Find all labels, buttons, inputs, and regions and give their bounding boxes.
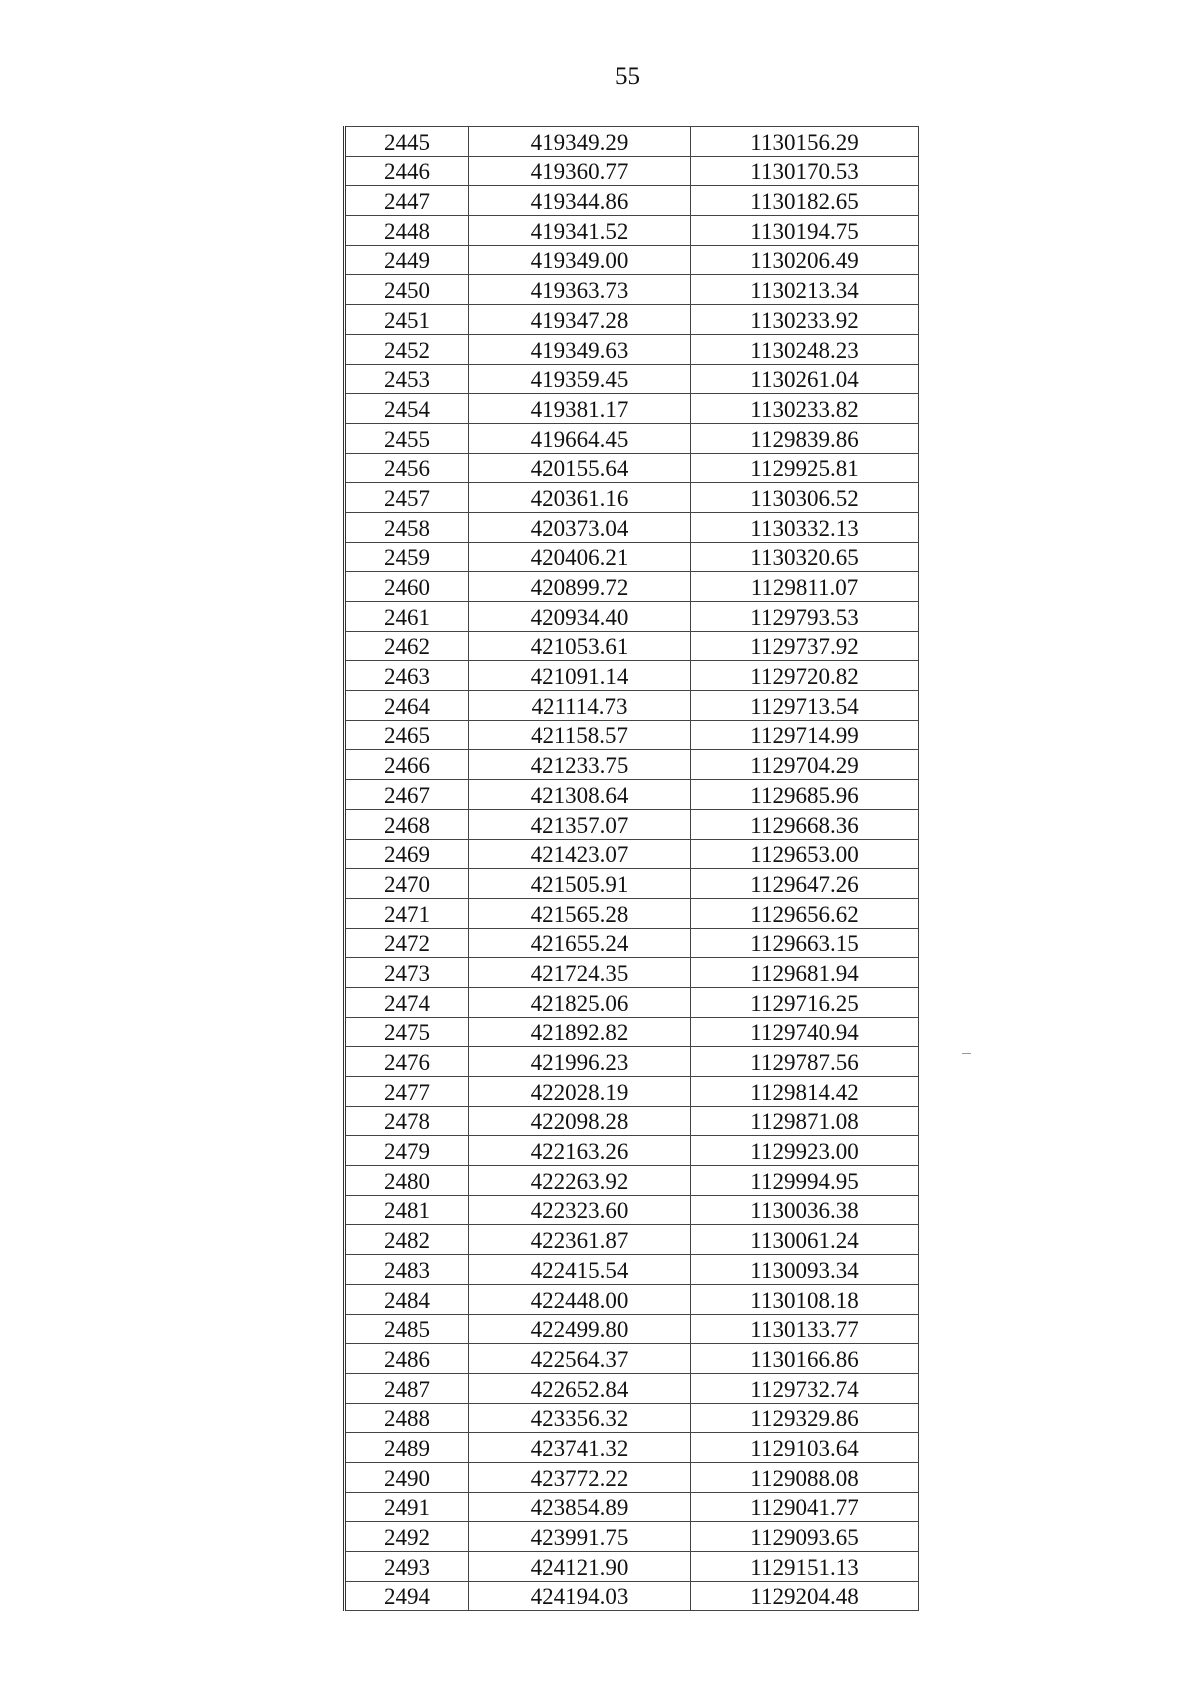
point-number-cell: 2476 <box>345 1047 469 1077</box>
y-coordinate-cell: 1129204.48 <box>691 1581 919 1611</box>
table-row <box>345 423 919 453</box>
point-number-cell: 2474 <box>345 987 469 1017</box>
x-coordinate-cell: 421114.73 <box>469 691 691 721</box>
table-row <box>345 1462 919 1492</box>
table-row <box>345 780 919 810</box>
point-number-cell: 2462 <box>345 631 469 661</box>
y-coordinate-cell: 1130093.34 <box>691 1255 919 1285</box>
table-row <box>345 1166 919 1196</box>
table-row <box>345 661 919 691</box>
point-number-cell: 2493 <box>345 1552 469 1582</box>
y-coordinate-cell: 1130213.34 <box>691 275 919 305</box>
table-row <box>345 305 919 335</box>
x-coordinate-cell: 420155.64 <box>469 453 691 483</box>
point-number-cell: 2446 <box>345 156 469 186</box>
point-number-cell: 2471 <box>345 898 469 928</box>
x-coordinate-cell: 422652.84 <box>469 1373 691 1403</box>
table-row <box>345 720 919 750</box>
table-row <box>345 631 919 661</box>
y-coordinate-cell: 1130061.24 <box>691 1225 919 1255</box>
x-coordinate-cell: 422448.00 <box>469 1284 691 1314</box>
table-row <box>345 156 919 186</box>
x-coordinate-cell: 420899.72 <box>469 572 691 602</box>
table-row <box>345 1225 919 1255</box>
x-coordinate-cell: 420373.04 <box>469 512 691 542</box>
x-coordinate-cell: 421233.75 <box>469 750 691 780</box>
point-number-cell: 2464 <box>345 691 469 721</box>
y-coordinate-cell: 1129329.86 <box>691 1403 919 1433</box>
x-coordinate-cell: 419349.63 <box>469 334 691 364</box>
y-coordinate-cell: 1130182.65 <box>691 186 919 216</box>
table-row <box>345 512 919 542</box>
point-number-cell: 2463 <box>345 661 469 691</box>
point-number-cell: 2453 <box>345 364 469 394</box>
y-coordinate-cell: 1130248.23 <box>691 334 919 364</box>
y-coordinate-cell: 1130306.52 <box>691 483 919 513</box>
point-number-cell: 2455 <box>345 423 469 453</box>
table-row <box>345 394 919 424</box>
table-row <box>345 1433 919 1463</box>
x-coordinate-cell: 422564.37 <box>469 1344 691 1374</box>
point-number-cell: 2449 <box>345 245 469 275</box>
y-coordinate-cell: 1129041.77 <box>691 1492 919 1522</box>
table-row <box>345 1373 919 1403</box>
x-coordinate-cell: 421892.82 <box>469 1017 691 1047</box>
table-row <box>345 542 919 572</box>
x-coordinate-cell: 419360.77 <box>469 156 691 186</box>
point-number-cell: 2452 <box>345 334 469 364</box>
point-number-cell: 2468 <box>345 809 469 839</box>
y-coordinate-cell: 1129647.26 <box>691 869 919 899</box>
y-coordinate-cell: 1129740.94 <box>691 1017 919 1047</box>
point-number-cell: 2466 <box>345 750 469 780</box>
x-coordinate-cell: 422263.92 <box>469 1166 691 1196</box>
y-coordinate-cell: 1129668.36 <box>691 809 919 839</box>
point-number-cell: 2475 <box>345 1017 469 1047</box>
y-coordinate-cell: 1129814.42 <box>691 1077 919 1107</box>
x-coordinate-cell: 421357.07 <box>469 809 691 839</box>
point-number-cell: 2480 <box>345 1166 469 1196</box>
scan-mark <box>962 1053 971 1054</box>
table-row <box>345 1195 919 1225</box>
y-coordinate-cell: 1129839.86 <box>691 423 919 453</box>
x-coordinate-cell: 421655.24 <box>469 928 691 958</box>
x-coordinate-cell: 422415.54 <box>469 1255 691 1285</box>
y-coordinate-cell: 1130170.53 <box>691 156 919 186</box>
point-number-cell: 2447 <box>345 186 469 216</box>
y-coordinate-cell: 1129787.56 <box>691 1047 919 1077</box>
table-row <box>345 987 919 1017</box>
y-coordinate-cell: 1129714.99 <box>691 720 919 750</box>
y-coordinate-cell: 1130233.82 <box>691 394 919 424</box>
point-number-cell: 2459 <box>345 542 469 572</box>
y-coordinate-cell: 1130036.38 <box>691 1195 919 1225</box>
y-coordinate-cell: 1129994.95 <box>691 1166 919 1196</box>
y-coordinate-cell: 1129811.07 <box>691 572 919 602</box>
x-coordinate-cell: 420934.40 <box>469 602 691 632</box>
point-number-cell: 2450 <box>345 275 469 305</box>
x-coordinate-cell: 421565.28 <box>469 898 691 928</box>
point-number-cell: 2494 <box>345 1581 469 1611</box>
y-coordinate-cell: 1129093.65 <box>691 1522 919 1552</box>
y-coordinate-cell: 1130320.65 <box>691 542 919 572</box>
point-number-cell: 2487 <box>345 1373 469 1403</box>
x-coordinate-cell: 419664.45 <box>469 423 691 453</box>
point-number-cell: 2465 <box>345 720 469 750</box>
point-number-cell: 2448 <box>345 216 469 246</box>
table-row <box>345 572 919 602</box>
x-coordinate-cell: 424194.03 <box>469 1581 691 1611</box>
y-coordinate-cell: 1129685.96 <box>691 780 919 810</box>
y-coordinate-cell: 1130133.77 <box>691 1314 919 1344</box>
point-number-cell: 2445 <box>345 127 469 157</box>
point-number-cell: 2451 <box>345 305 469 335</box>
x-coordinate-cell: 421091.14 <box>469 661 691 691</box>
y-coordinate-cell: 1130332.13 <box>691 512 919 542</box>
y-coordinate-cell: 1130194.75 <box>691 216 919 246</box>
x-coordinate-cell: 422028.19 <box>469 1077 691 1107</box>
y-coordinate-cell: 1129103.64 <box>691 1433 919 1463</box>
x-coordinate-cell: 419349.29 <box>469 127 691 157</box>
table-row <box>345 245 919 275</box>
table-row <box>345 364 919 394</box>
point-number-cell: 2458 <box>345 512 469 542</box>
x-coordinate-cell: 422323.60 <box>469 1195 691 1225</box>
table-row <box>345 839 919 869</box>
x-coordinate-cell: 422163.26 <box>469 1136 691 1166</box>
point-number-cell: 2488 <box>345 1403 469 1433</box>
y-coordinate-cell: 1130156.29 <box>691 127 919 157</box>
table-row <box>345 1077 919 1107</box>
x-coordinate-cell: 424121.90 <box>469 1552 691 1582</box>
x-coordinate-cell: 421308.64 <box>469 780 691 810</box>
point-number-cell: 2483 <box>345 1255 469 1285</box>
x-coordinate-cell: 419344.86 <box>469 186 691 216</box>
x-coordinate-cell: 422098.28 <box>469 1106 691 1136</box>
x-coordinate-cell: 419341.52 <box>469 216 691 246</box>
point-number-cell: 2484 <box>345 1284 469 1314</box>
table-row <box>345 691 919 721</box>
x-coordinate-cell: 421423.07 <box>469 839 691 869</box>
table-row <box>345 334 919 364</box>
y-coordinate-cell: 1129663.15 <box>691 928 919 958</box>
point-number-cell: 2470 <box>345 869 469 899</box>
x-coordinate-cell: 421505.91 <box>469 869 691 899</box>
x-coordinate-cell: 421053.61 <box>469 631 691 661</box>
y-coordinate-cell: 1129151.13 <box>691 1552 919 1582</box>
point-number-cell: 2469 <box>345 839 469 869</box>
y-coordinate-cell: 1129871.08 <box>691 1106 919 1136</box>
x-coordinate-cell: 423772.22 <box>469 1462 691 1492</box>
table-row <box>345 1492 919 1522</box>
table-row <box>345 275 919 305</box>
point-number-cell: 2479 <box>345 1136 469 1166</box>
table-row <box>345 1403 919 1433</box>
point-number-cell: 2489 <box>345 1433 469 1463</box>
table-row <box>345 1552 919 1582</box>
point-number-cell: 2492 <box>345 1522 469 1552</box>
point-number-cell: 2472 <box>345 928 469 958</box>
table-row <box>345 1284 919 1314</box>
table-row <box>345 809 919 839</box>
y-coordinate-cell: 1130108.18 <box>691 1284 919 1314</box>
point-number-cell: 2490 <box>345 1462 469 1492</box>
table-row <box>345 1581 919 1611</box>
point-number-cell: 2486 <box>345 1344 469 1374</box>
x-coordinate-cell: 422361.87 <box>469 1225 691 1255</box>
table-row <box>345 869 919 899</box>
y-coordinate-cell: 1129732.74 <box>691 1373 919 1403</box>
table-row <box>345 928 919 958</box>
x-coordinate-cell: 423356.32 <box>469 1403 691 1433</box>
x-coordinate-cell: 419349.00 <box>469 245 691 275</box>
y-coordinate-cell: 1130166.86 <box>691 1344 919 1374</box>
y-coordinate-cell: 1129793.53 <box>691 602 919 632</box>
x-coordinate-cell: 421825.06 <box>469 987 691 1017</box>
table-row <box>345 453 919 483</box>
table-row <box>345 1344 919 1374</box>
point-number-cell: 2467 <box>345 780 469 810</box>
point-number-cell: 2454 <box>345 394 469 424</box>
table-row <box>345 750 919 780</box>
point-number-cell: 2457 <box>345 483 469 513</box>
y-coordinate-cell: 1129737.92 <box>691 631 919 661</box>
table-row <box>345 958 919 988</box>
table-row <box>345 483 919 513</box>
y-coordinate-cell: 1129925.81 <box>691 453 919 483</box>
page-number: 55 <box>615 63 640 90</box>
table-row <box>345 602 919 632</box>
y-coordinate-cell: 1129681.94 <box>691 958 919 988</box>
table-row <box>345 1522 919 1552</box>
y-coordinate-cell: 1129704.29 <box>691 750 919 780</box>
x-coordinate-cell: 423991.75 <box>469 1522 691 1552</box>
x-coordinate-cell: 421158.57 <box>469 720 691 750</box>
point-number-cell: 2473 <box>345 958 469 988</box>
point-number-cell: 2456 <box>345 453 469 483</box>
x-coordinate-cell: 422499.80 <box>469 1314 691 1344</box>
x-coordinate-cell: 419363.73 <box>469 275 691 305</box>
coordinate-table <box>343 126 919 1611</box>
table-row <box>345 127 919 157</box>
table-row <box>345 1106 919 1136</box>
point-number-cell: 2460 <box>345 572 469 602</box>
table-row <box>345 1017 919 1047</box>
x-coordinate-cell: 420361.16 <box>469 483 691 513</box>
y-coordinate-cell: 1130261.04 <box>691 364 919 394</box>
y-coordinate-cell: 1130233.92 <box>691 305 919 335</box>
y-coordinate-cell: 1129713.54 <box>691 691 919 721</box>
table-row <box>345 898 919 928</box>
x-coordinate-cell: 423741.32 <box>469 1433 691 1463</box>
x-coordinate-cell: 421724.35 <box>469 958 691 988</box>
coordinate-table-body <box>345 127 919 1611</box>
y-coordinate-cell: 1129656.62 <box>691 898 919 928</box>
x-coordinate-cell: 420406.21 <box>469 542 691 572</box>
table-row <box>345 186 919 216</box>
x-coordinate-cell: 421996.23 <box>469 1047 691 1077</box>
table-row <box>345 1255 919 1285</box>
x-coordinate-cell: 419381.17 <box>469 394 691 424</box>
y-coordinate-cell: 1129088.08 <box>691 1462 919 1492</box>
x-coordinate-cell: 419347.28 <box>469 305 691 335</box>
point-number-cell: 2491 <box>345 1492 469 1522</box>
y-coordinate-cell: 1129923.00 <box>691 1136 919 1166</box>
y-coordinate-cell: 1130206.49 <box>691 245 919 275</box>
point-number-cell: 2477 <box>345 1077 469 1107</box>
x-coordinate-cell: 419359.45 <box>469 364 691 394</box>
point-number-cell: 2461 <box>345 602 469 632</box>
y-coordinate-cell: 1129653.00 <box>691 839 919 869</box>
y-coordinate-cell: 1129720.82 <box>691 661 919 691</box>
point-number-cell: 2478 <box>345 1106 469 1136</box>
point-number-cell: 2482 <box>345 1225 469 1255</box>
point-number-cell: 2485 <box>345 1314 469 1344</box>
x-coordinate-cell: 423854.89 <box>469 1492 691 1522</box>
table-row <box>345 1314 919 1344</box>
table-row <box>345 1047 919 1077</box>
table-row <box>345 216 919 246</box>
table-row <box>345 1136 919 1166</box>
y-coordinate-cell: 1129716.25 <box>691 987 919 1017</box>
point-number-cell: 2481 <box>345 1195 469 1225</box>
